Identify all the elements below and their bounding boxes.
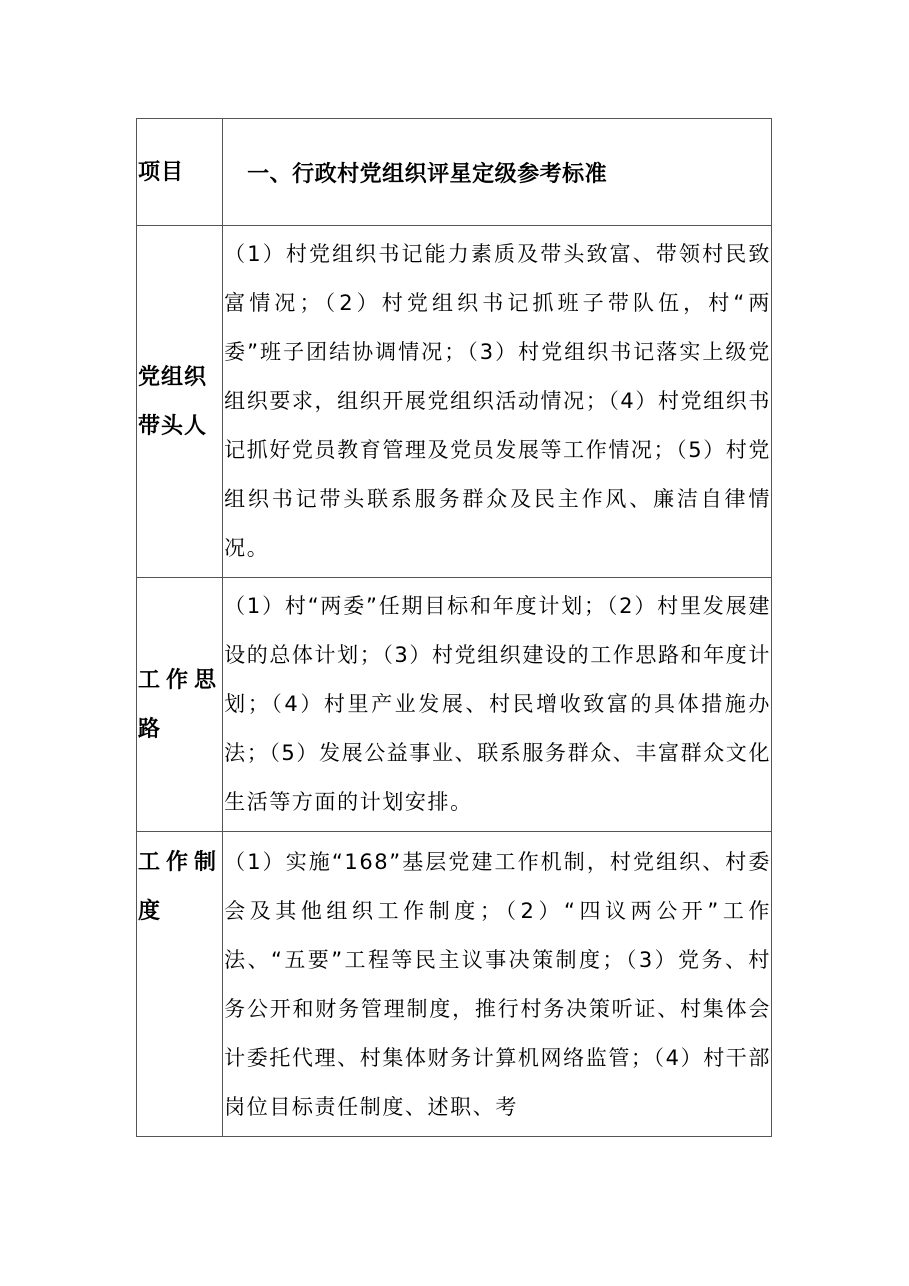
- row-content-work-system: （1）实施“168”基层党建工作机制，村党组织、村委会及其他组织工作制度；（2）“四议两公开”工作法、“五要”工程等民主议事决策制度；（3）党务、村务公开和财务管理制度，推行村务决策听证、村集体会计委托代理、村集体财务计算机网络监管；（4）村干部岗位目标责任制度、述职、考: [224, 850, 771, 1119]
- row-content-cell: [223, 226, 772, 578]
- table-row: [137, 578, 772, 832]
- row-content-cell: [223, 832, 772, 1137]
- row-label-party-leader: 党组织带头人: [138, 364, 208, 439]
- header-label-cell: [137, 119, 223, 226]
- row-content-party-leader: （1）村党组织书记能力素质及带头致富、带领村民致富情况；（2）村党组织书记抓班子带队伍，村“两委”班子团结协调情况；（3）村党组织书记落实上级党组织要求，组织开展党组织活动情况；（4）村党组织书记抓好党员教育管理及党员发展等工作情况；（5）村党组织书记带头联系服务群众及民主作风、廉洁自律情况。: [224, 242, 771, 560]
- table-row: [137, 832, 772, 1137]
- standards-table: [136, 118, 772, 1137]
- page-title: 一、行政村党组织评星定级参考标准: [247, 161, 608, 187]
- table-header-row: [137, 119, 772, 226]
- row-label-cell: [137, 578, 223, 832]
- row-content-cell: [223, 578, 772, 832]
- row-label-work-system: 工作制度: [138, 850, 223, 924]
- row-label-cell: [137, 226, 223, 578]
- row-label-cell: [137, 832, 223, 1137]
- header-title-cell: [223, 119, 772, 226]
- row-label-work-ideas: 工作思路: [138, 667, 223, 742]
- row-content-work-ideas: （1）村“两委”任期目标和年度计划；（2）村里发展建设的总体计划；（3）村党组织建设的工作思路和年度计划；（4）村里产业发展、村民增收致富的具体措施办法；（5）发展公益事业、联系服务群众、丰富群众文化生活等方面的计划安排。: [224, 594, 771, 814]
- header-label: 项目: [138, 159, 185, 185]
- table-row: [137, 226, 772, 578]
